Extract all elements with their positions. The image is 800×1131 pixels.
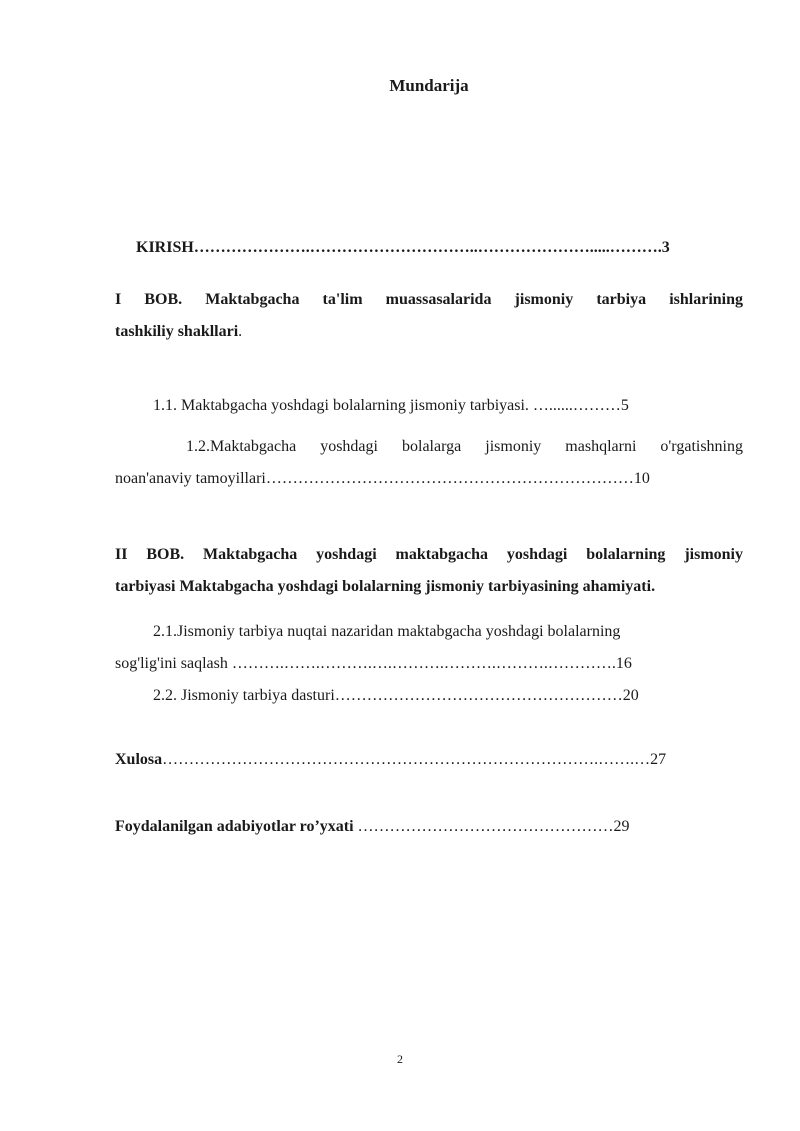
toc-heading-bob1-line2[interactable] <box>115 322 242 342</box>
toc-entry-2-1-line2[interactable]: sog'lig'ini saqlash ……….…….……….….……….……….……….………….16 <box>115 655 632 672</box>
page-number: 2 <box>397 1052 403 1066</box>
toc-entry-xulosa[interactable] <box>115 750 666 770</box>
toc-entry-2-2[interactable]: 2.2. Jismoniy tarbiya dasturi………………………………………………20 <box>153 687 639 704</box>
toc-heading-bob1-period: . <box>238 323 243 340</box>
toc-entry-foydalanilgan[interactable] <box>115 817 630 837</box>
page-title: Mundarija <box>389 76 469 95</box>
toc-entry-kirish[interactable] <box>136 238 670 258</box>
toc-entry-kirish-text: KIRISH………………….…………………………..………………….....……….3 <box>136 239 670 256</box>
toc-entry-xulosa-label: Xulosa <box>115 751 163 768</box>
toc-entry-1-2-line1[interactable]: 1.2.Maktabgacha yoshdagi bolalarga jismoniy mashqlarni o'rgatishning <box>186 438 743 455</box>
toc-entry-1-2-line2[interactable]: noan'anaviy tamoyillari……………………………………………………………10 <box>115 470 650 487</box>
toc-entry-2-1-line1[interactable]: 2.1.Jismoniy tarbiya nuqtai nazaridan maktabgacha yoshdagi bolalarning <box>153 623 621 640</box>
toc-heading-bob1-line2-text: tashkiliy shakllari <box>115 323 239 340</box>
toc-entry-foydalanilgan-dots: …………………………………………29 <box>353 818 630 835</box>
toc-heading-bob1-line1[interactable]: I BOB. Maktabgacha ta'lim muassasalarida jismoniy tarbiya ishlarining <box>115 291 743 308</box>
toc-heading-bob2-line1[interactable]: II BOB. Maktabgacha yoshdagi maktabgacha yoshdagi bolalarning jismoniy <box>115 546 743 563</box>
toc-entry-foydalanilgan-label: Foydalanilgan adabiyotlar ro’yxati <box>115 818 354 835</box>
toc-entry-1-1[interactable]: 1.1. Maktabgacha yoshdagi bolalarning jismoniy tarbiyasi. …......………5 <box>153 397 629 414</box>
toc-entry-xulosa-dots: ……………………………………………………………………….…….…27 <box>162 751 667 768</box>
toc-heading-bob2-line2[interactable]: tarbiyasi Maktabgacha yoshdagi bolalarning jismoniy tarbiyasining ahamiyati. <box>115 578 656 595</box>
